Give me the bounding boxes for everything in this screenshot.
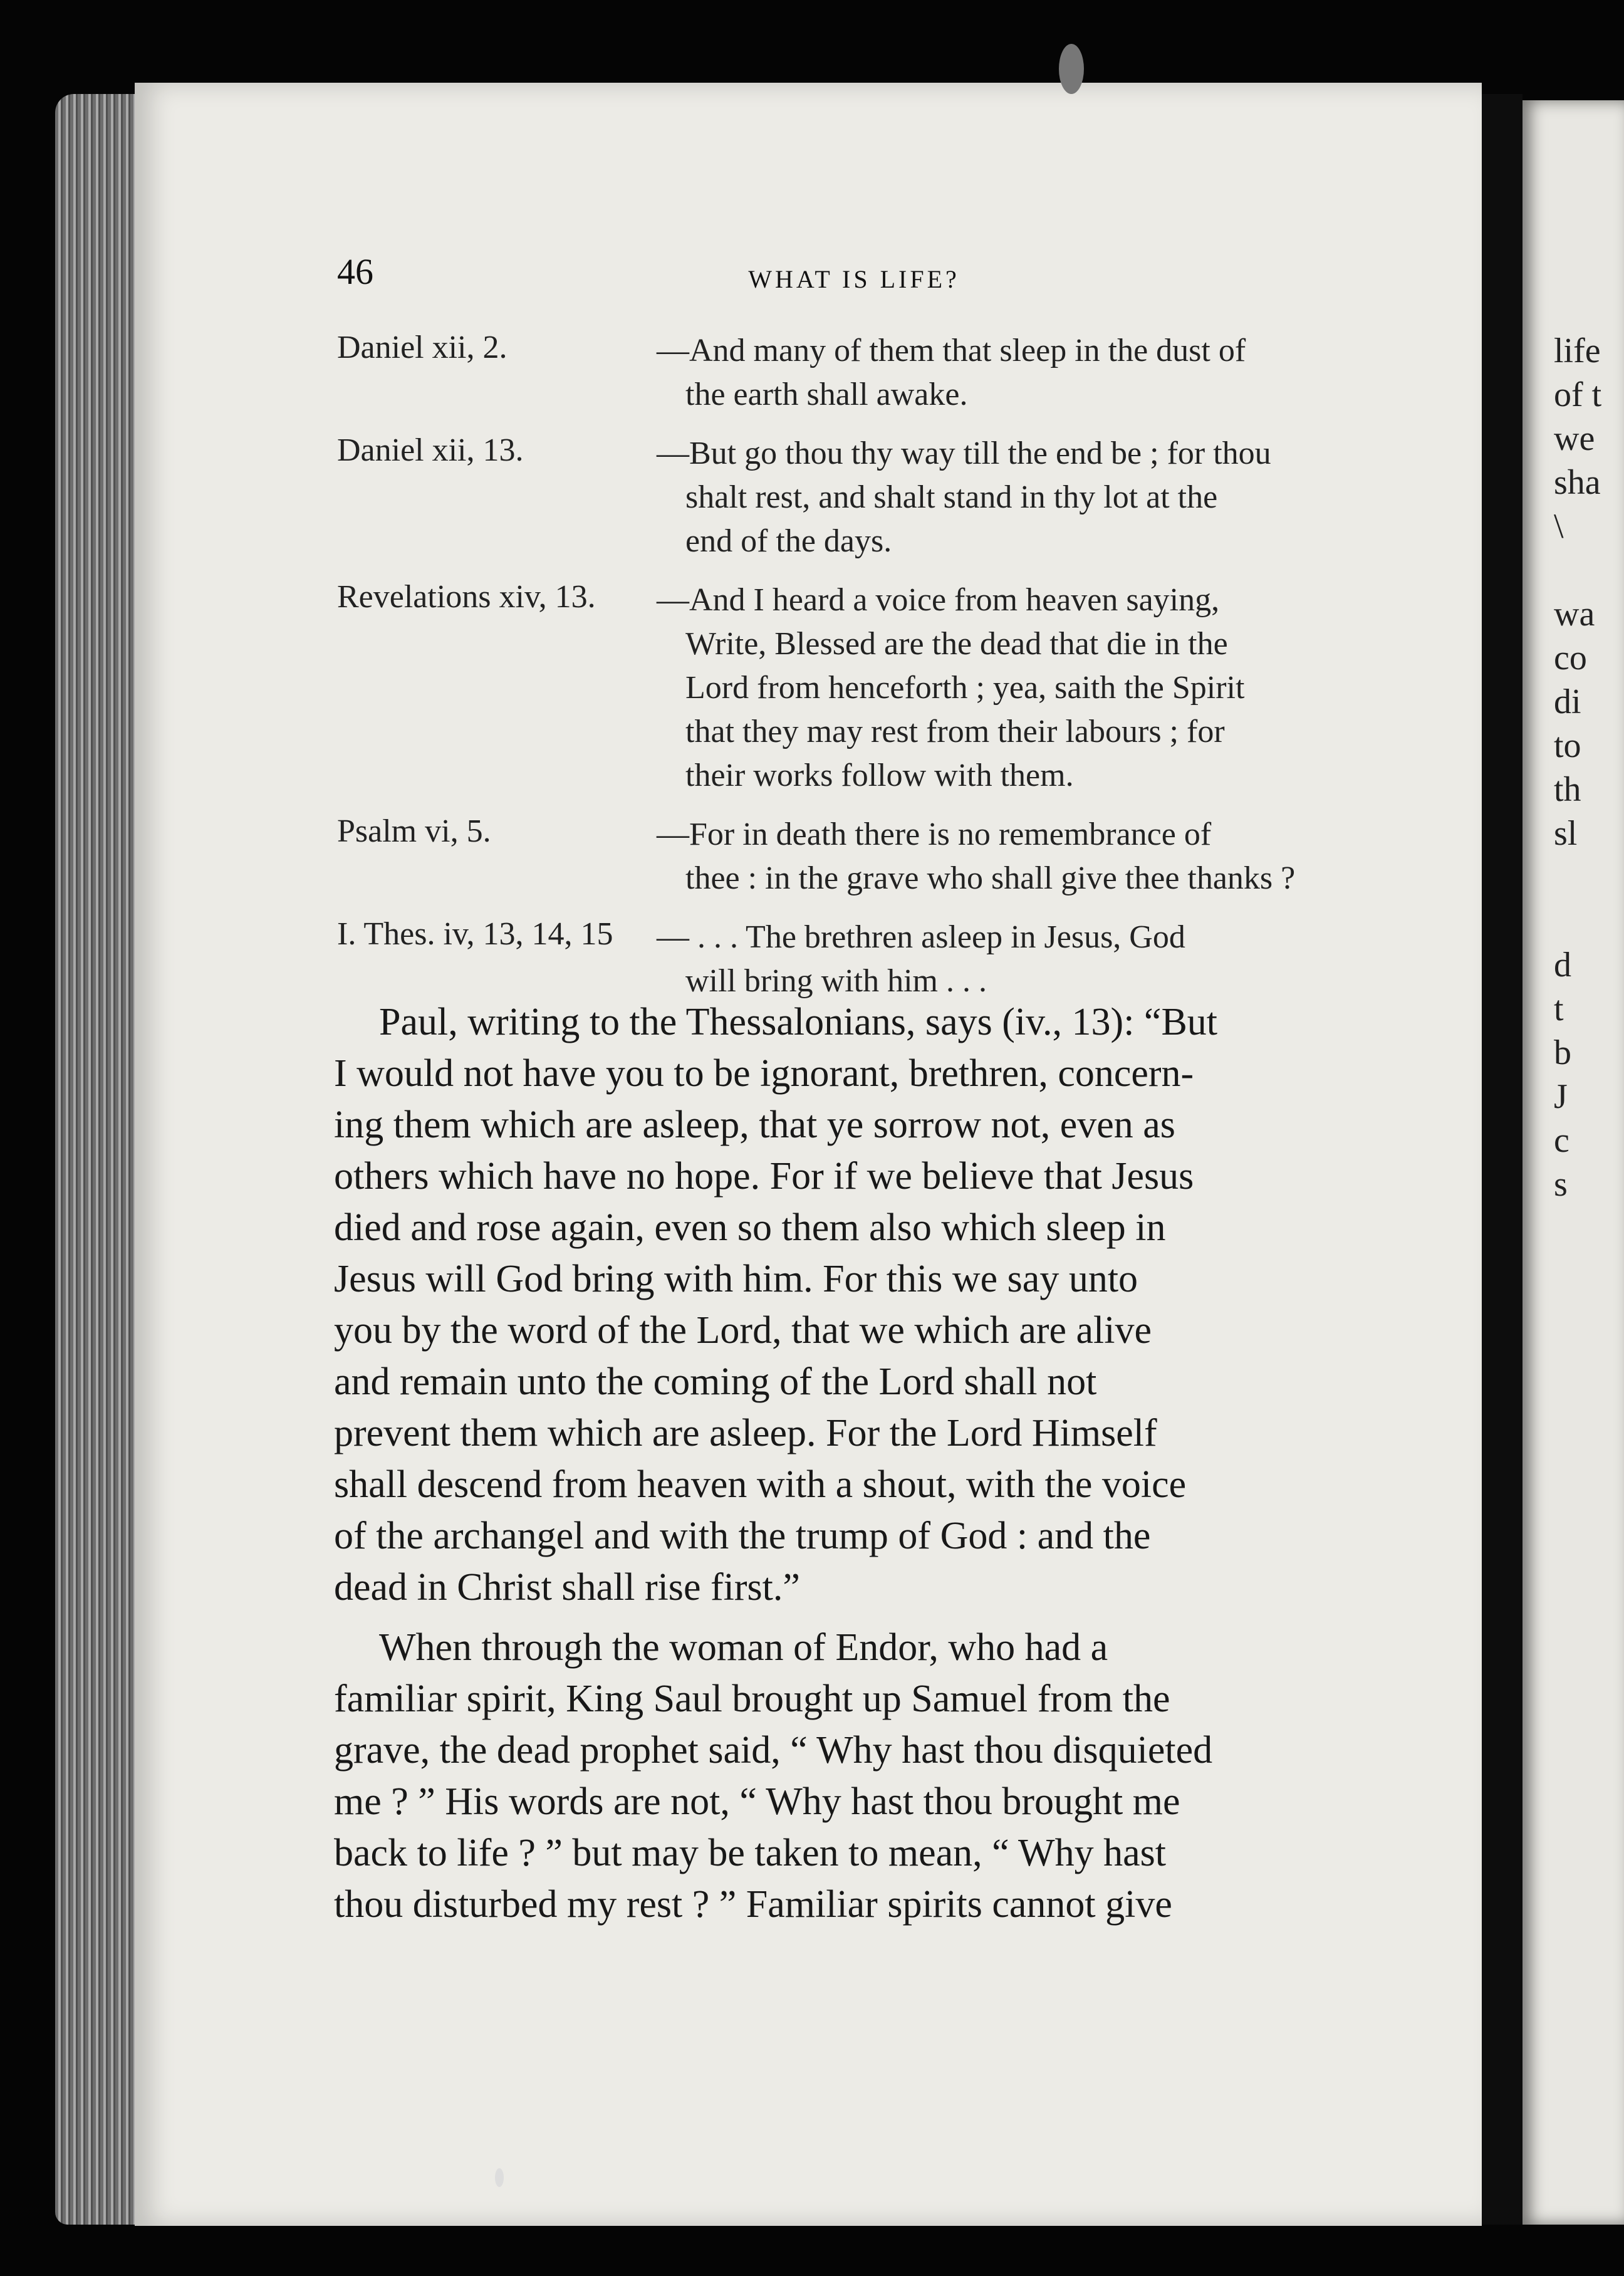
running-head: [337, 251, 1371, 307]
facing-line-fragment: co: [1554, 639, 1587, 677]
scripture-references: [337, 329, 1390, 1018]
quote-line: will bring with him . . .: [685, 963, 987, 999]
quote-line: thee : in the grave who shall give thee thanks ?: [685, 860, 1296, 896]
text-line: Jesus will God bring with him. For this we say unto: [334, 1258, 1138, 1300]
facing-line-fragment: t: [1554, 989, 1564, 1028]
quote-line: —And many of them that sleep in the dust of: [657, 333, 1246, 368]
text-line: and remain unto the coming of the Lord shall not: [334, 1360, 1097, 1403]
scan-glare: [1059, 44, 1084, 94]
facing-line-fragment: th: [1554, 770, 1581, 809]
text-line: When through the woman of Endor, who had a: [379, 1626, 1108, 1669]
reference-entry: [337, 578, 1390, 798]
text-line: of the archangel and with the trump of God : and the: [334, 1515, 1151, 1557]
reference-quote: [657, 916, 1390, 1003]
facing-line-fragment: [1554, 548, 1624, 592]
reference-quote: [657, 329, 1390, 417]
facing-line-fragment: sha: [1554, 463, 1601, 502]
text-line: I would not have you to be ignorant, brethren, concern-: [334, 1052, 1194, 1095]
paragraph: [334, 996, 1393, 1613]
facing-page-text: [1554, 329, 1624, 1206]
reference-entry: [337, 432, 1390, 563]
text-line: dead in Christ shall rise first.”: [334, 1566, 800, 1609]
text-line: thou disturbed my rest ? ” Familiar spirits cannot give: [334, 1883, 1172, 1926]
quote-line: the earth shall awake.: [685, 377, 968, 412]
facing-line-fragment: sl: [1554, 814, 1578, 853]
facing-line-fragment: b: [1554, 1033, 1571, 1072]
body-text: [334, 996, 1393, 1939]
text-line: others which have no hope. For if we believe that Jesus: [334, 1155, 1194, 1198]
quote-line: Lord from henceforth ; yea, saith the Spirit: [685, 670, 1245, 706]
page-edges: [55, 94, 143, 2225]
facing-line-fragment: s: [1554, 1165, 1568, 1204]
text-line: shall descend from heaven with a shout, with the voice: [334, 1463, 1187, 1506]
facing-line-fragment: \: [1554, 507, 1564, 546]
text-line: back to life ? ” but may be taken to mean, “ Why hast: [334, 1832, 1166, 1874]
reference-entry: [337, 916, 1390, 1003]
facing-line-fragment: to: [1554, 726, 1581, 765]
facing-line-fragment: J: [1554, 1077, 1568, 1116]
page-number: 46: [337, 251, 373, 292]
quote-line: Write, Blessed are the dead that die in the: [685, 626, 1228, 662]
facing-line-fragment: d: [1554, 946, 1571, 984]
reference-citation: I. Thes. iv, 13, 14, 15: [337, 916, 613, 952]
paragraph: [334, 1622, 1393, 1930]
facing-line-fragment: di: [1554, 682, 1581, 721]
quote-line: end of the days.: [685, 523, 892, 559]
reference-citation: Revelations xiv, 13.: [337, 579, 596, 615]
reference-entry: [337, 813, 1390, 900]
facing-line-fragment: we: [1554, 419, 1595, 458]
text-line: familiar spirit, King Saul brought up Samuel from the: [334, 1678, 1170, 1720]
text-line: died and rose again, even so them also which sleep in: [334, 1206, 1166, 1249]
reference-citation: Daniel xii, 2.: [337, 330, 508, 365]
reference-quote: [657, 578, 1390, 798]
facing-line-fragment: wa: [1554, 595, 1595, 634]
facing-line-fragment: [1554, 855, 1624, 899]
reference-citation: Psalm vi, 5.: [337, 813, 491, 849]
text-line: prevent them which are asleep. For the Lord Himself: [334, 1412, 1157, 1454]
quote-line: that they may rest from their labours ; for: [685, 714, 1225, 749]
reference-quote: [657, 813, 1390, 900]
quote-line: —But go thou thy way till the end be ; for thou: [657, 436, 1271, 471]
facing-line-fragment: [1554, 899, 1624, 943]
reference-entry: [337, 329, 1390, 417]
text-line: me ? ” His words are not, “ Why hast thou brought me: [334, 1780, 1180, 1823]
reference-quote: [657, 432, 1390, 563]
quote-line: shalt rest, and shalt stand in thy lot at the: [685, 479, 1218, 515]
facing-line-fragment: life: [1554, 331, 1601, 370]
book-gutter: [1482, 94, 1522, 2225]
facing-line-fragment: of t: [1554, 375, 1602, 414]
quote-line: —And I heard a voice from heaven saying,: [657, 582, 1220, 618]
text-line: you by the word of the Lord, that we which are alive: [334, 1309, 1152, 1352]
text-line: grave, the dead prophet said, “ Why hast thou disquieted: [334, 1729, 1213, 1772]
quote-line: —For in death there is no remembrance of: [657, 817, 1212, 852]
text-line: Paul, writing to the Thessalonians, says (iv., 13): “But: [379, 1001, 1218, 1043]
quote-line: their works follow with them.: [685, 758, 1074, 793]
quote-line: — . . . The brethren asleep in Jesus, God: [657, 919, 1185, 955]
reference-citation: Daniel xii, 13.: [337, 432, 524, 468]
facing-line-fragment: c: [1554, 1121, 1569, 1160]
text-line: ing them which are asleep, that ye sorrow not, even as: [334, 1104, 1175, 1146]
scan-speck: [495, 2168, 504, 2187]
page-title: WHAT IS LIFE?: [748, 265, 960, 293]
